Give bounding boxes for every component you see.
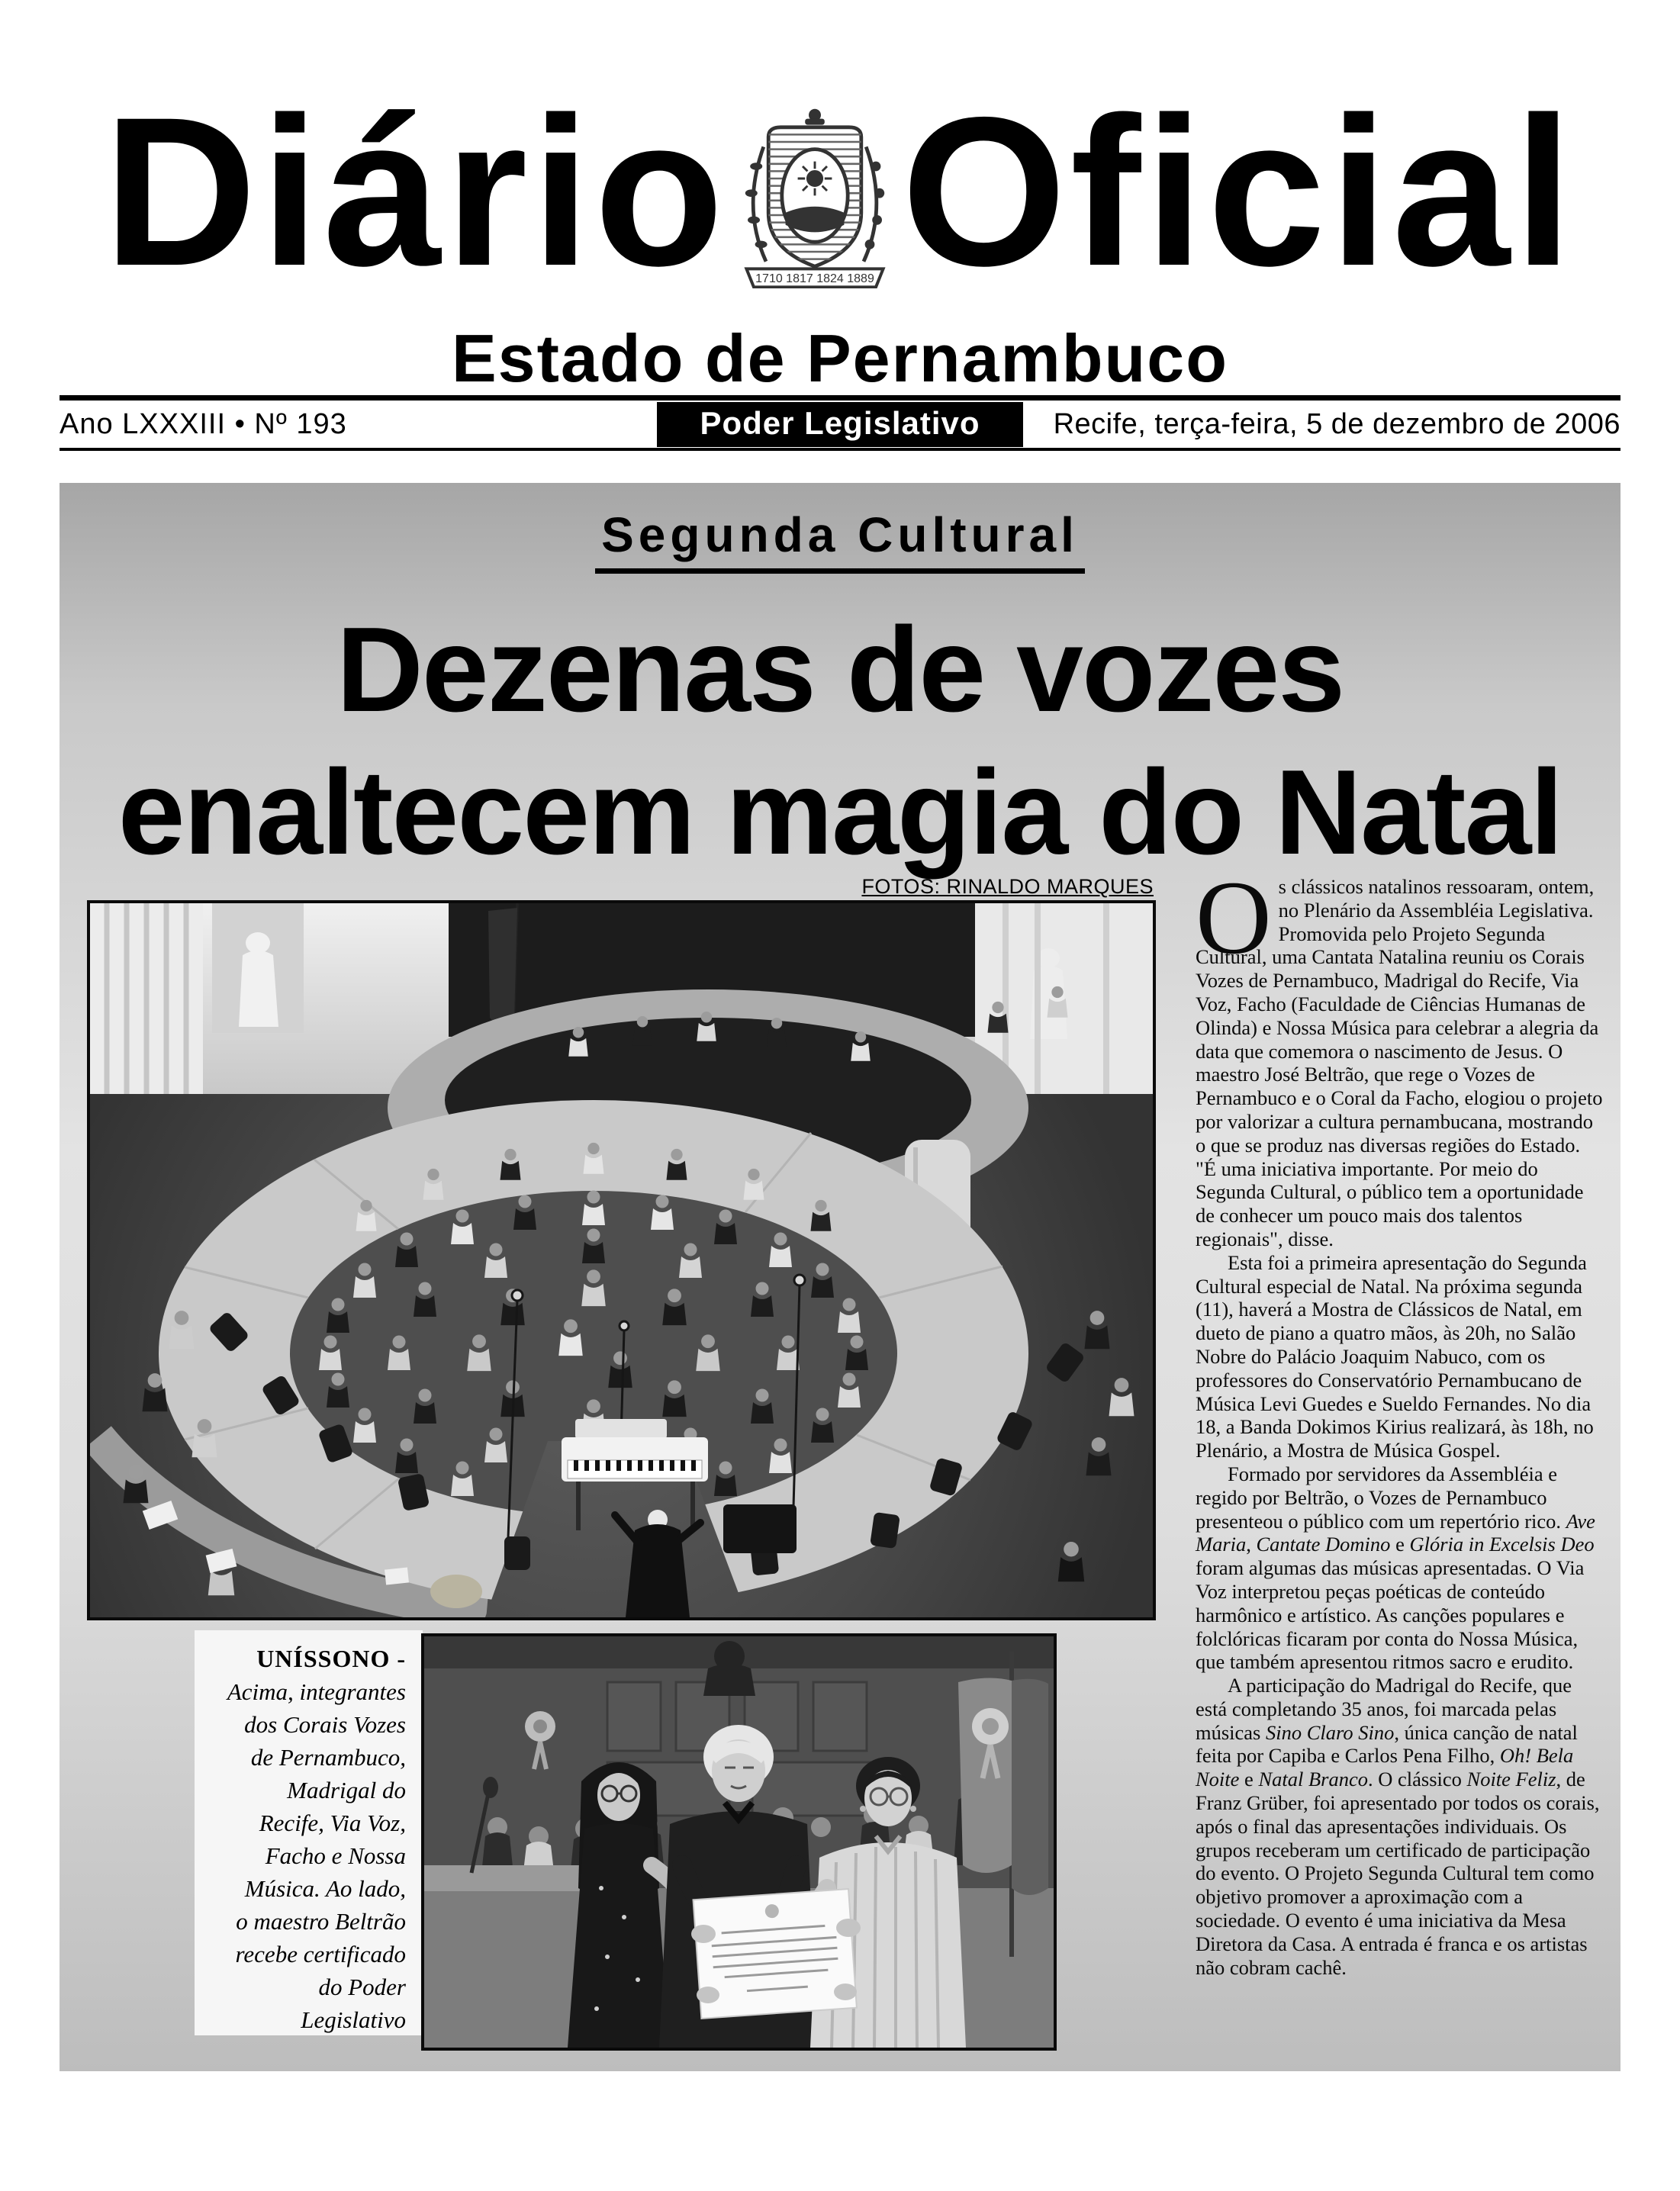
crest-landscape — [785, 207, 844, 233]
caption-body: Acima, integrantes dos Corais Vozes de Pernambuco, Madrigal do Recife, Via Voz, Facho e Nossa Música. Ao lado, o maestro Beltrão recebe certificado do Poder Legislativo — [227, 1678, 406, 2033]
secondary-photo-illustration — [424, 1636, 1054, 2048]
masthead — [60, 72, 1620, 310]
article-paragraph: Formado por servidores da Assembléia e regido por Beltrão, o Vozes de Pernambuco presenteou o público com um repertório rico. Ave Maria, Cantate Domino e Glória in Excelsis Deo foram algumas das músicas apresentadas. O Via Voz interpretou peças poéticas de conteúdo harmônico e artístico. As canções populares e folclóricas ficaram por conta do Nossa Música, que também apresentou ritmos sacro e erudito. — [1196, 1462, 1595, 1674]
edition-number: Ano LXXXIII • Nº 193 — [60, 407, 347, 440]
article-paragraph — [1196, 859, 1604, 1251]
masthead-subtitle: Estado de Pernambuco — [451, 320, 1228, 396]
headline-line-1: Dezenas de vozes — [336, 603, 1344, 737]
feature-box — [60, 483, 1620, 2071]
secondary-photo — [421, 1633, 1057, 2051]
article-column — [1196, 859, 1604, 1979]
crest-crown — [805, 109, 825, 125]
masthead-title-right: Oficial — [901, 72, 1577, 310]
photo-credit: FOTOS: RINALDO MARQUES — [861, 875, 1154, 898]
info-bar — [60, 395, 1620, 451]
dateline: Recife, terça-feira, 5 de dezembro de 2006 — [1053, 407, 1620, 440]
article-paragraph: A participação do Madrigal do Recife, que está completando 35 anos, foi marcada pelas músicas Sino Claro Sino, única canção de natal feita por Capiba e Carlos Pena Filho, Oh! Bela Noite e Natal Branco. O clássico Noite Feliz, de Franz Grüber, foi apresentado por todos os corais, após o final das apresentações individuais. Os grupos receberam um certificado de participação do evento. O Projeto Segunda Cultural tem como objetivo promover a aproximação com a sociedade. O evento é uma iniciativa da Mesa Diretora da Casa. A entrada é franca e os artistas não cobram cachê. — [1196, 1674, 1600, 1979]
article-paragraph: Esta foi a primeira apresentação do Segunda Cultural especial de Natal. Na próxima segunda (11), haverá a Mostra de Clássicos de Natal, em dueto de piano a quatro mãos, às 20h, no Salão Nobre do Palácio Joaquim Nabuco, com os professores do Conservatório Pernambucano de Música Levi Guedes e Sueldo Fernandes. No dia 18, a Banda Dokimos Kirius realizará, às 18h, no Plenário, a Mostra de Música Gospel. — [1196, 1250, 1594, 1462]
headline-line-2: enaltecem magia do Natal — [117, 745, 1563, 880]
headline — [60, 599, 1620, 884]
amplifier — [723, 1504, 797, 1553]
straw-bag — [430, 1575, 482, 1608]
drop-cap: O — [1196, 859, 1272, 976]
kicker: Segunda Cultural — [595, 510, 1085, 574]
crest-sun — [797, 162, 832, 196]
main-photo-illustration — [90, 903, 1153, 1617]
microphone-head — [483, 1777, 498, 1798]
caption-lead: UNÍSSONO - — [256, 1645, 406, 1672]
main-photo — [87, 900, 1156, 1620]
photo-caption — [195, 1630, 423, 2035]
section-label: Poder Legislativo — [657, 402, 1022, 447]
crest-dates: 1710 1817 1824 1889 — [755, 272, 874, 285]
masthead-title-left: Diário — [103, 72, 728, 310]
paragraph-text: s clássicos natalinos ressoaram, ontem, no Plenário da Assembléia Legislativa. Promovida pelo Projeto Segunda Cultural, uma Cantata Natalina reuniu os Corais Vozes de Pernambuco, Madrigal do Recife, Via Voz, Facho (Faculdade de Ciências Humanas de Olinda) e Nossa Música para celebrar a alegria da data que comemora o nascimento de Jesus. O maestro José Beltrão, que rege o Vozes de Pernambuco e o Coral da Facho, elogiou o projeto por valorizar a cultura pernambucana, mostrando o que se produz nas diversas regiões do Estado. "É uma iniciativa importante. Por meio do Segunda Cultural, o público tem a oportunidade de conhecer um pouco mais dos talentos regionais", disse. — [1196, 875, 1603, 1250]
pernambuco-coat-of-arms-icon — [740, 105, 890, 288]
